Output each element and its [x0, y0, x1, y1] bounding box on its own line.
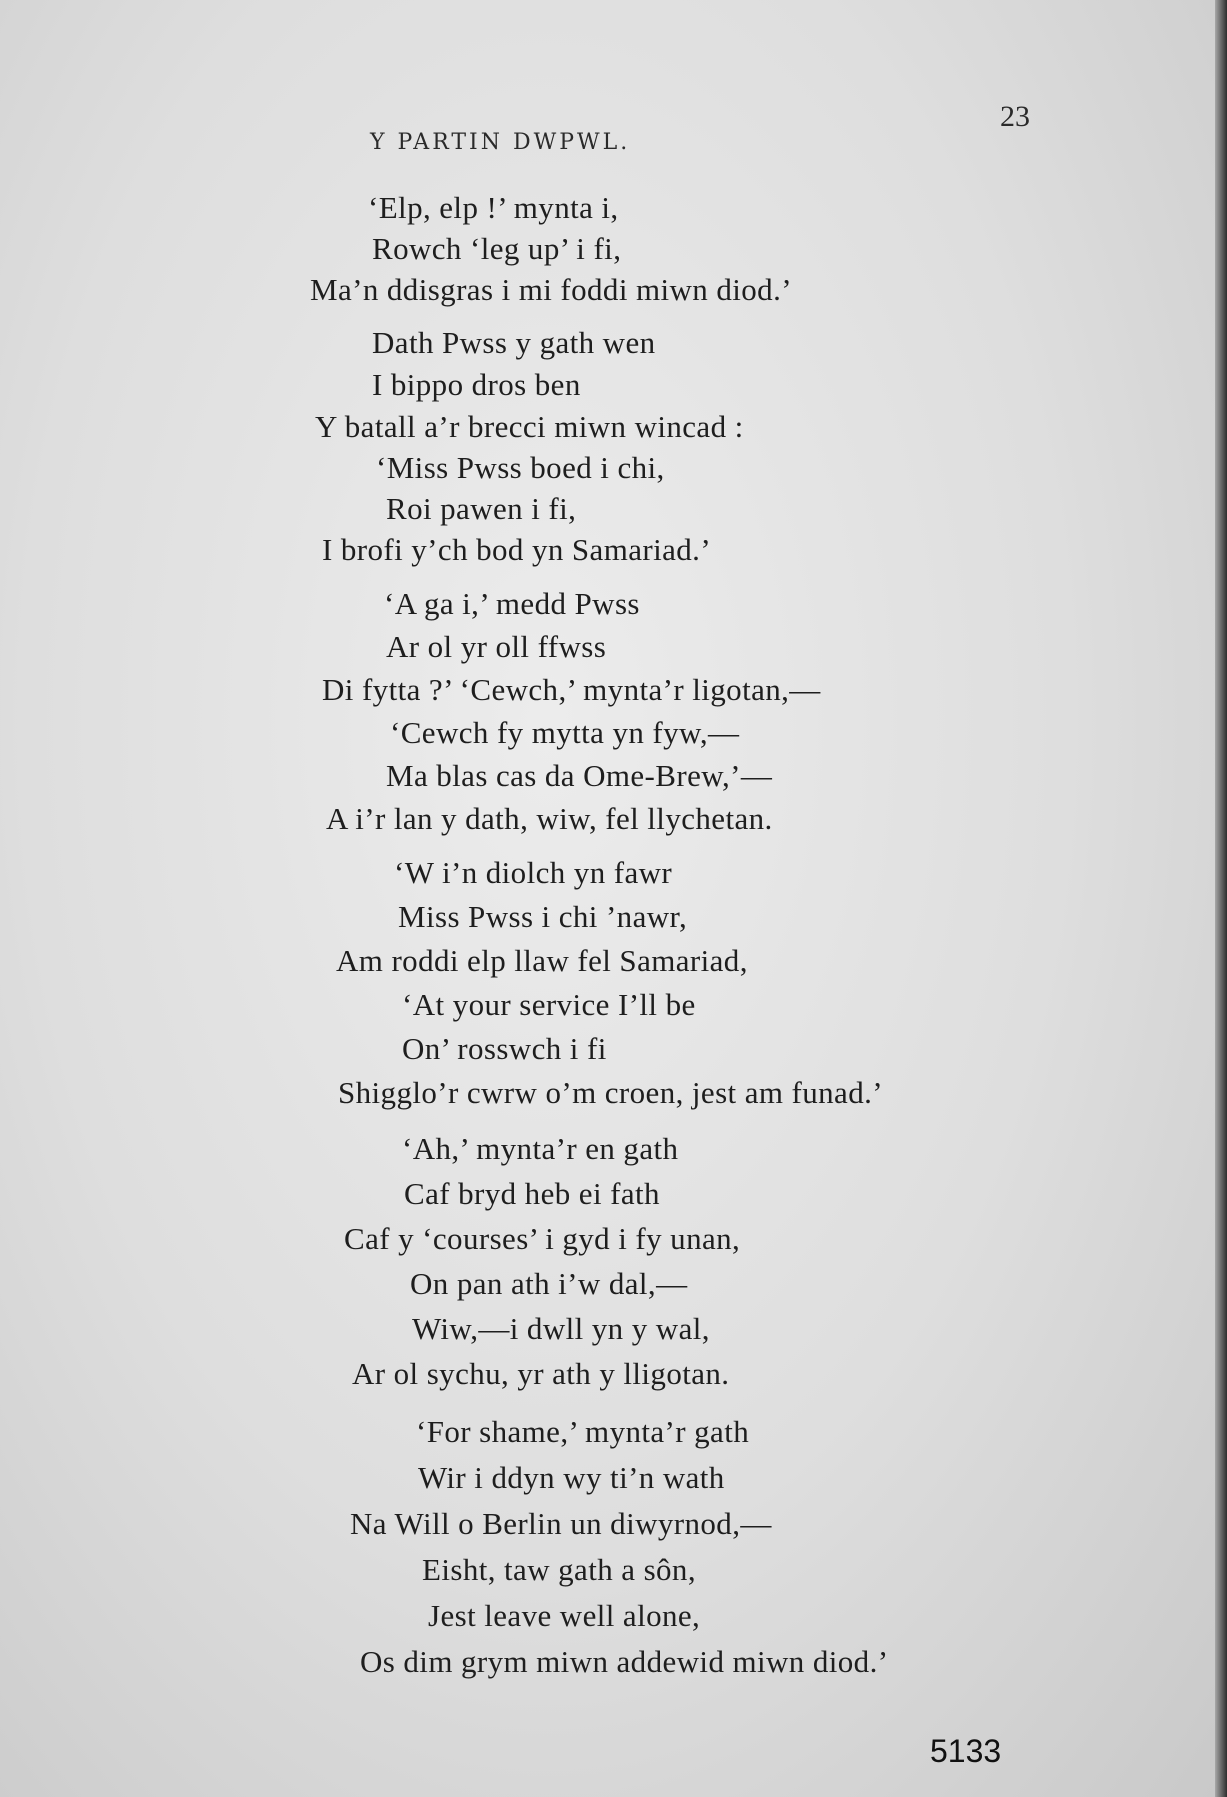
poem-line: Ar ol sychu, yr ath y lligotan. — [352, 1356, 730, 1391]
poem-line: Miss Pwss i chi ’nawr, — [398, 899, 688, 934]
poem-line: I brofi y’ch bod yn Samariad.’ — [322, 532, 712, 567]
poem-line: Am roddi elp llaw fel Samariad, — [336, 943, 748, 978]
poem-line: ‘Cewch fy mytta yn fyw,— — [390, 715, 740, 750]
poem-line: A i’r lan y dath, wiw, fel llychetan. — [326, 801, 773, 836]
page-number: 23 — [1000, 100, 1030, 133]
poem-line: ‘Ah,’ mynta’r en gath — [402, 1131, 679, 1166]
poem-line: Roi pawen i fi, — [386, 491, 577, 526]
poem-line: Jest leave well alone, — [428, 1598, 701, 1633]
poem-line: Ma’n ddisgras i mi foddi miwn diod.’ — [310, 272, 792, 307]
poem-line: Ma blas cas da Ome-Brew,’— — [386, 758, 773, 793]
poem-line: Rowch ‘leg up’ i fi, — [372, 231, 622, 266]
poem-line: Na Will o Berlin un diwyrnod,— — [350, 1506, 772, 1541]
poem-line: Wiw,—i dwll yn y wal, — [412, 1311, 710, 1346]
poem-line: On’ rosswch i fi — [402, 1031, 607, 1066]
poem-line: Caf y ‘courses’ i gyd i fy unan, — [344, 1221, 741, 1256]
poem-line: Y batall a’r brecci miwn wincad : — [315, 409, 744, 444]
poem-line: Shigglo’r cwrw o’m croen, jest am funad.’ — [338, 1075, 883, 1110]
poem-line: ‘Elp, elp !’ mynta i, — [368, 190, 619, 225]
poem-line: ‘For shame,’ mynta’r gath — [416, 1414, 750, 1449]
poem-line: ‘Miss Pwss boed i chi, — [376, 450, 665, 485]
poem-line: Os dim grym miwn addewid miwn diod.’ — [360, 1644, 889, 1679]
poem-line: ‘W i’n diolch yn fawr — [394, 855, 673, 890]
page-edge-shadow — [1215, 0, 1227, 1797]
poem-line: ‘A ga i,’ medd Pwss — [384, 586, 640, 621]
poem-line: Wir i ddyn wy ti’n wath — [418, 1460, 725, 1495]
poem-line: ‘At your service I’ll be — [402, 987, 696, 1022]
running-title: Y PARTIN DWPWL. — [370, 130, 631, 155]
poem-line: I bippo dros ben — [372, 367, 581, 402]
catalog-number: 5133 — [930, 1733, 1002, 1769]
poem-line: Dath Pwss y gath wen — [372, 325, 656, 360]
poem-line: Caf bryd heb ei fath — [404, 1176, 660, 1211]
poem-line: Eisht, taw gath a sôn, — [422, 1552, 696, 1587]
poem-line: Ar ol yr oll ffwss — [386, 629, 607, 664]
poem-line: Di fytta ?’ ‘Cewch,’ mynta’r ligotan,— — [322, 672, 821, 707]
poem-line: On pan ath i’w dal,— — [410, 1266, 688, 1301]
